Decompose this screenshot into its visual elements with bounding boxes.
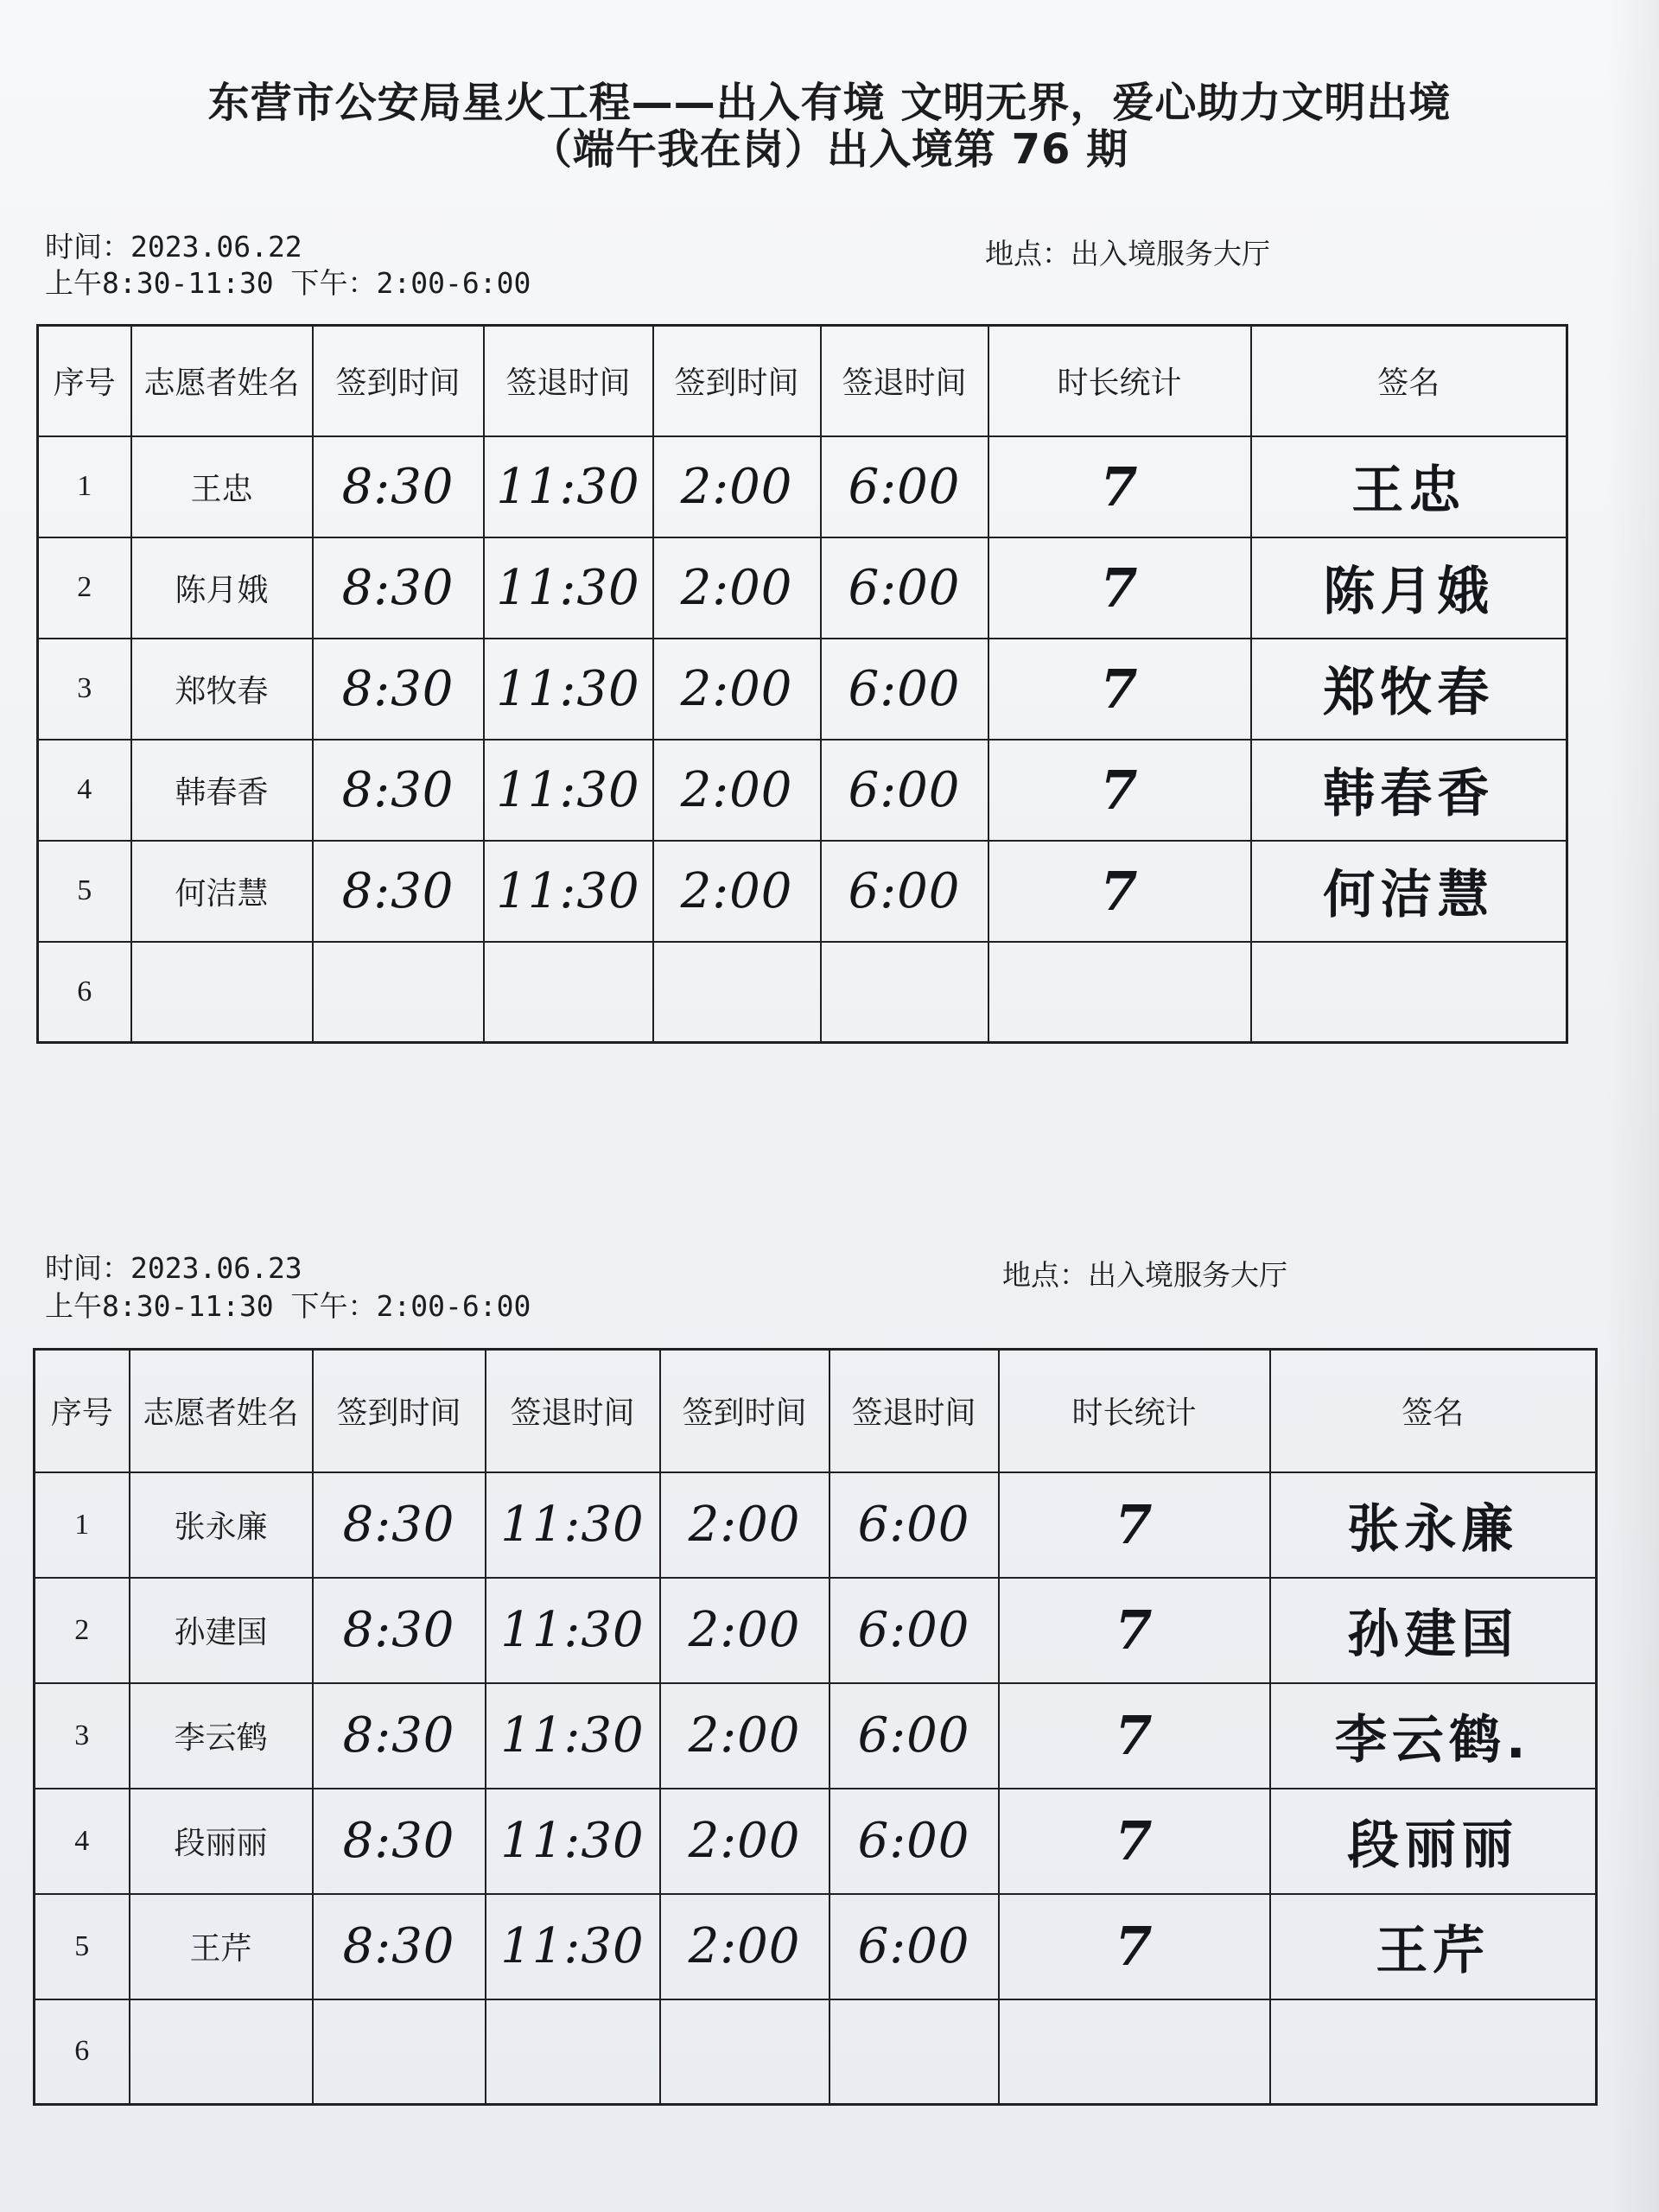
column-header-morning-check-in: 签到时间 xyxy=(313,326,484,436)
morning-check-out-cell: 11:30 xyxy=(484,740,653,841)
morning-check-in-cell: 8:30 xyxy=(313,1472,486,1578)
morning-check-out-cell: 11:30 xyxy=(486,1894,660,1999)
hours-total-cell: 7 xyxy=(988,841,1251,942)
session1-hours: 上午8:30-11:30 下午：2:00-6:00 xyxy=(45,266,531,300)
signature-cell: 韩春香 xyxy=(1251,740,1567,841)
session1-date: 时间：2023.06.22 xyxy=(45,230,302,264)
column-header-morning-check-out: 签退时间 xyxy=(486,1350,660,1472)
row-number-cell: 5 xyxy=(38,841,131,942)
hours-total-cell: 7 xyxy=(999,1472,1270,1578)
column-header-signature: 签名 xyxy=(1251,326,1567,436)
session2-location: 地点：出入境服务大厅 xyxy=(1002,1258,1287,1292)
column-header-morning-check-in: 签到时间 xyxy=(313,1350,486,1472)
column-header-row-number: 序号 xyxy=(38,326,131,436)
afternoon-check-in-cell: 2:00 xyxy=(660,1683,830,1789)
afternoon-check-in-cell: 2:00 xyxy=(653,537,821,639)
morning-check-in-cell: 8:30 xyxy=(313,1683,486,1789)
column-header-hours-total: 时长统计 xyxy=(988,326,1251,436)
table-row xyxy=(35,1999,1597,2105)
afternoon-check-out-cell: 6:00 xyxy=(830,1578,999,1683)
afternoon-check-in-cell xyxy=(653,942,821,1043)
table-row xyxy=(35,1683,1597,1789)
hours-total-cell: 7 xyxy=(988,537,1251,639)
column-header-volunteer-name: 志愿者姓名 xyxy=(131,326,313,436)
table-row xyxy=(38,740,1567,841)
row-number-cell: 1 xyxy=(35,1472,130,1578)
signature-cell: 陈月娥 xyxy=(1251,537,1567,639)
hours-total-cell: 7 xyxy=(988,436,1251,537)
column-header-row-number: 序号 xyxy=(35,1350,130,1472)
row-number-cell: 3 xyxy=(35,1683,130,1789)
table-row xyxy=(35,1578,1597,1683)
table-row xyxy=(35,1894,1597,1999)
row-number-cell: 6 xyxy=(38,942,131,1043)
volunteer-name-cell: 韩春香 xyxy=(131,740,313,841)
table-row xyxy=(38,436,1567,537)
morning-check-out-cell xyxy=(486,1999,660,2105)
table-row xyxy=(38,639,1567,740)
table-row xyxy=(35,1472,1597,1578)
morning-check-out-cell: 11:30 xyxy=(484,639,653,740)
afternoon-check-in-cell: 2:00 xyxy=(660,1578,830,1683)
afternoon-check-out-cell: 6:00 xyxy=(821,841,988,942)
volunteer-name-cell: 王芹 xyxy=(130,1894,313,1999)
volunteer-name-cell: 段丽丽 xyxy=(130,1789,313,1894)
afternoon-check-out-cell: 6:00 xyxy=(830,1472,999,1578)
hours-total-cell xyxy=(988,942,1251,1043)
morning-check-out-cell: 11:30 xyxy=(484,537,653,639)
morning-check-out-cell: 11:30 xyxy=(486,1789,660,1894)
table-row xyxy=(35,1789,1597,1894)
morning-check-out-cell: 11:30 xyxy=(486,1472,660,1578)
afternoon-check-in-cell: 2:00 xyxy=(660,1472,830,1578)
volunteer-name-cell: 王忠 xyxy=(131,436,313,537)
table-header-row xyxy=(38,326,1567,436)
session2-date: 时间：2023.06.23 xyxy=(45,1251,302,1285)
afternoon-check-out-cell: 6:00 xyxy=(821,740,988,841)
session2-hours: 上午8:30-11:30 下午：2:00-6:00 xyxy=(45,1289,531,1323)
hours-total-cell: 7 xyxy=(999,1683,1270,1789)
sheet-title: 东营市公安局星火工程——出入有境 文明无界，爱心助力文明出境 xyxy=(207,79,1452,127)
volunteer-name-cell: 郑牧春 xyxy=(131,639,313,740)
signature-cell xyxy=(1251,942,1567,1043)
column-header-afternoon-check-out: 签退时间 xyxy=(830,1350,999,1472)
morning-check-in-cell: 8:30 xyxy=(313,841,484,942)
volunteer-name-cell: 张永廉 xyxy=(130,1472,313,1578)
table-row xyxy=(38,841,1567,942)
column-header-volunteer-name: 志愿者姓名 xyxy=(130,1350,313,1472)
row-number-cell: 5 xyxy=(35,1894,130,1999)
morning-check-out-cell: 11:30 xyxy=(484,436,653,537)
hours-total-cell: 7 xyxy=(999,1894,1270,1999)
volunteer-name-cell: 何洁慧 xyxy=(131,841,313,942)
morning-check-in-cell xyxy=(313,1999,486,2105)
row-number-cell: 2 xyxy=(35,1578,130,1683)
morning-check-in-cell: 8:30 xyxy=(313,639,484,740)
morning-check-out-cell: 11:30 xyxy=(484,841,653,942)
row-number-cell: 2 xyxy=(38,537,131,639)
volunteer-name-cell: 孙建国 xyxy=(130,1578,313,1683)
row-number-cell: 6 xyxy=(35,1999,130,2105)
row-number-cell: 3 xyxy=(38,639,131,740)
morning-check-in-cell: 8:30 xyxy=(313,1578,486,1683)
signature-cell: 张永廉 xyxy=(1270,1472,1597,1578)
column-header-morning-check-out: 签退时间 xyxy=(484,326,653,436)
afternoon-check-in-cell: 2:00 xyxy=(653,841,821,942)
afternoon-check-in-cell: 2:00 xyxy=(653,639,821,740)
hours-total-cell xyxy=(999,1999,1270,2105)
morning-check-in-cell: 8:30 xyxy=(313,1789,486,1894)
afternoon-check-out-cell: 6:00 xyxy=(821,537,988,639)
morning-check-out-cell xyxy=(484,942,653,1043)
morning-check-in-cell: 8:30 xyxy=(313,1894,486,1999)
morning-check-in-cell xyxy=(313,942,484,1043)
signature-cell: 段丽丽 xyxy=(1270,1789,1597,1894)
morning-check-in-cell: 8:30 xyxy=(313,436,484,537)
morning-check-in-cell: 8:30 xyxy=(313,740,484,841)
signature-cell: 何洁慧 xyxy=(1251,841,1567,942)
hours-total-cell: 7 xyxy=(999,1789,1270,1894)
table-row xyxy=(38,537,1567,639)
row-number-cell: 1 xyxy=(38,436,131,537)
afternoon-check-in-cell xyxy=(660,1999,830,2105)
afternoon-check-out-cell xyxy=(830,1999,999,2105)
session1-location: 地点：出入境服务大厅 xyxy=(985,237,1270,270)
column-header-hours-total: 时长统计 xyxy=(999,1350,1270,1472)
signature-cell: 王忠 xyxy=(1251,436,1567,537)
afternoon-check-out-cell xyxy=(821,942,988,1043)
page-edge-shadow xyxy=(1607,0,1659,2212)
signature-cell: 王芹 xyxy=(1270,1894,1597,1999)
morning-check-out-cell: 11:30 xyxy=(486,1578,660,1683)
column-header-signature: 签名 xyxy=(1270,1350,1597,1472)
afternoon-check-in-cell: 2:00 xyxy=(660,1894,830,1999)
session1-table xyxy=(36,324,1568,1044)
volunteer-name-cell xyxy=(130,1999,313,2105)
hours-total-cell: 7 xyxy=(988,740,1251,841)
row-number-cell: 4 xyxy=(35,1789,130,1894)
signature-cell: 孙建国 xyxy=(1270,1578,1597,1683)
sheet-subtitle: （端午我在岗）出入境第 76 期 xyxy=(530,125,1129,174)
afternoon-check-out-cell: 6:00 xyxy=(821,639,988,740)
table-row xyxy=(38,942,1567,1043)
table-header-row xyxy=(35,1350,1597,1472)
afternoon-check-out-cell: 6:00 xyxy=(830,1789,999,1894)
volunteer-name-cell xyxy=(131,942,313,1043)
afternoon-check-in-cell: 2:00 xyxy=(653,740,821,841)
afternoon-check-in-cell: 2:00 xyxy=(653,436,821,537)
hours-total-cell: 7 xyxy=(988,639,1251,740)
column-header-afternoon-check-in: 签到时间 xyxy=(660,1350,830,1472)
afternoon-check-in-cell: 2:00 xyxy=(660,1789,830,1894)
morning-check-out-cell: 11:30 xyxy=(486,1683,660,1789)
session2-table xyxy=(33,1348,1598,2106)
afternoon-check-out-cell: 6:00 xyxy=(821,436,988,537)
signature-cell: 李云鹤. xyxy=(1270,1683,1597,1789)
hours-total-cell: 7 xyxy=(999,1578,1270,1683)
signature-cell xyxy=(1270,1999,1597,2105)
volunteer-name-cell: 陈月娥 xyxy=(131,537,313,639)
morning-check-in-cell: 8:30 xyxy=(313,537,484,639)
column-header-afternoon-check-in: 签到时间 xyxy=(653,326,821,436)
signature-cell: 郑牧春 xyxy=(1251,639,1567,740)
column-header-afternoon-check-out: 签退时间 xyxy=(821,326,988,436)
volunteer-name-cell: 李云鹤 xyxy=(130,1683,313,1789)
afternoon-check-out-cell: 6:00 xyxy=(830,1894,999,1999)
row-number-cell: 4 xyxy=(38,740,131,841)
afternoon-check-out-cell: 6:00 xyxy=(830,1683,999,1789)
